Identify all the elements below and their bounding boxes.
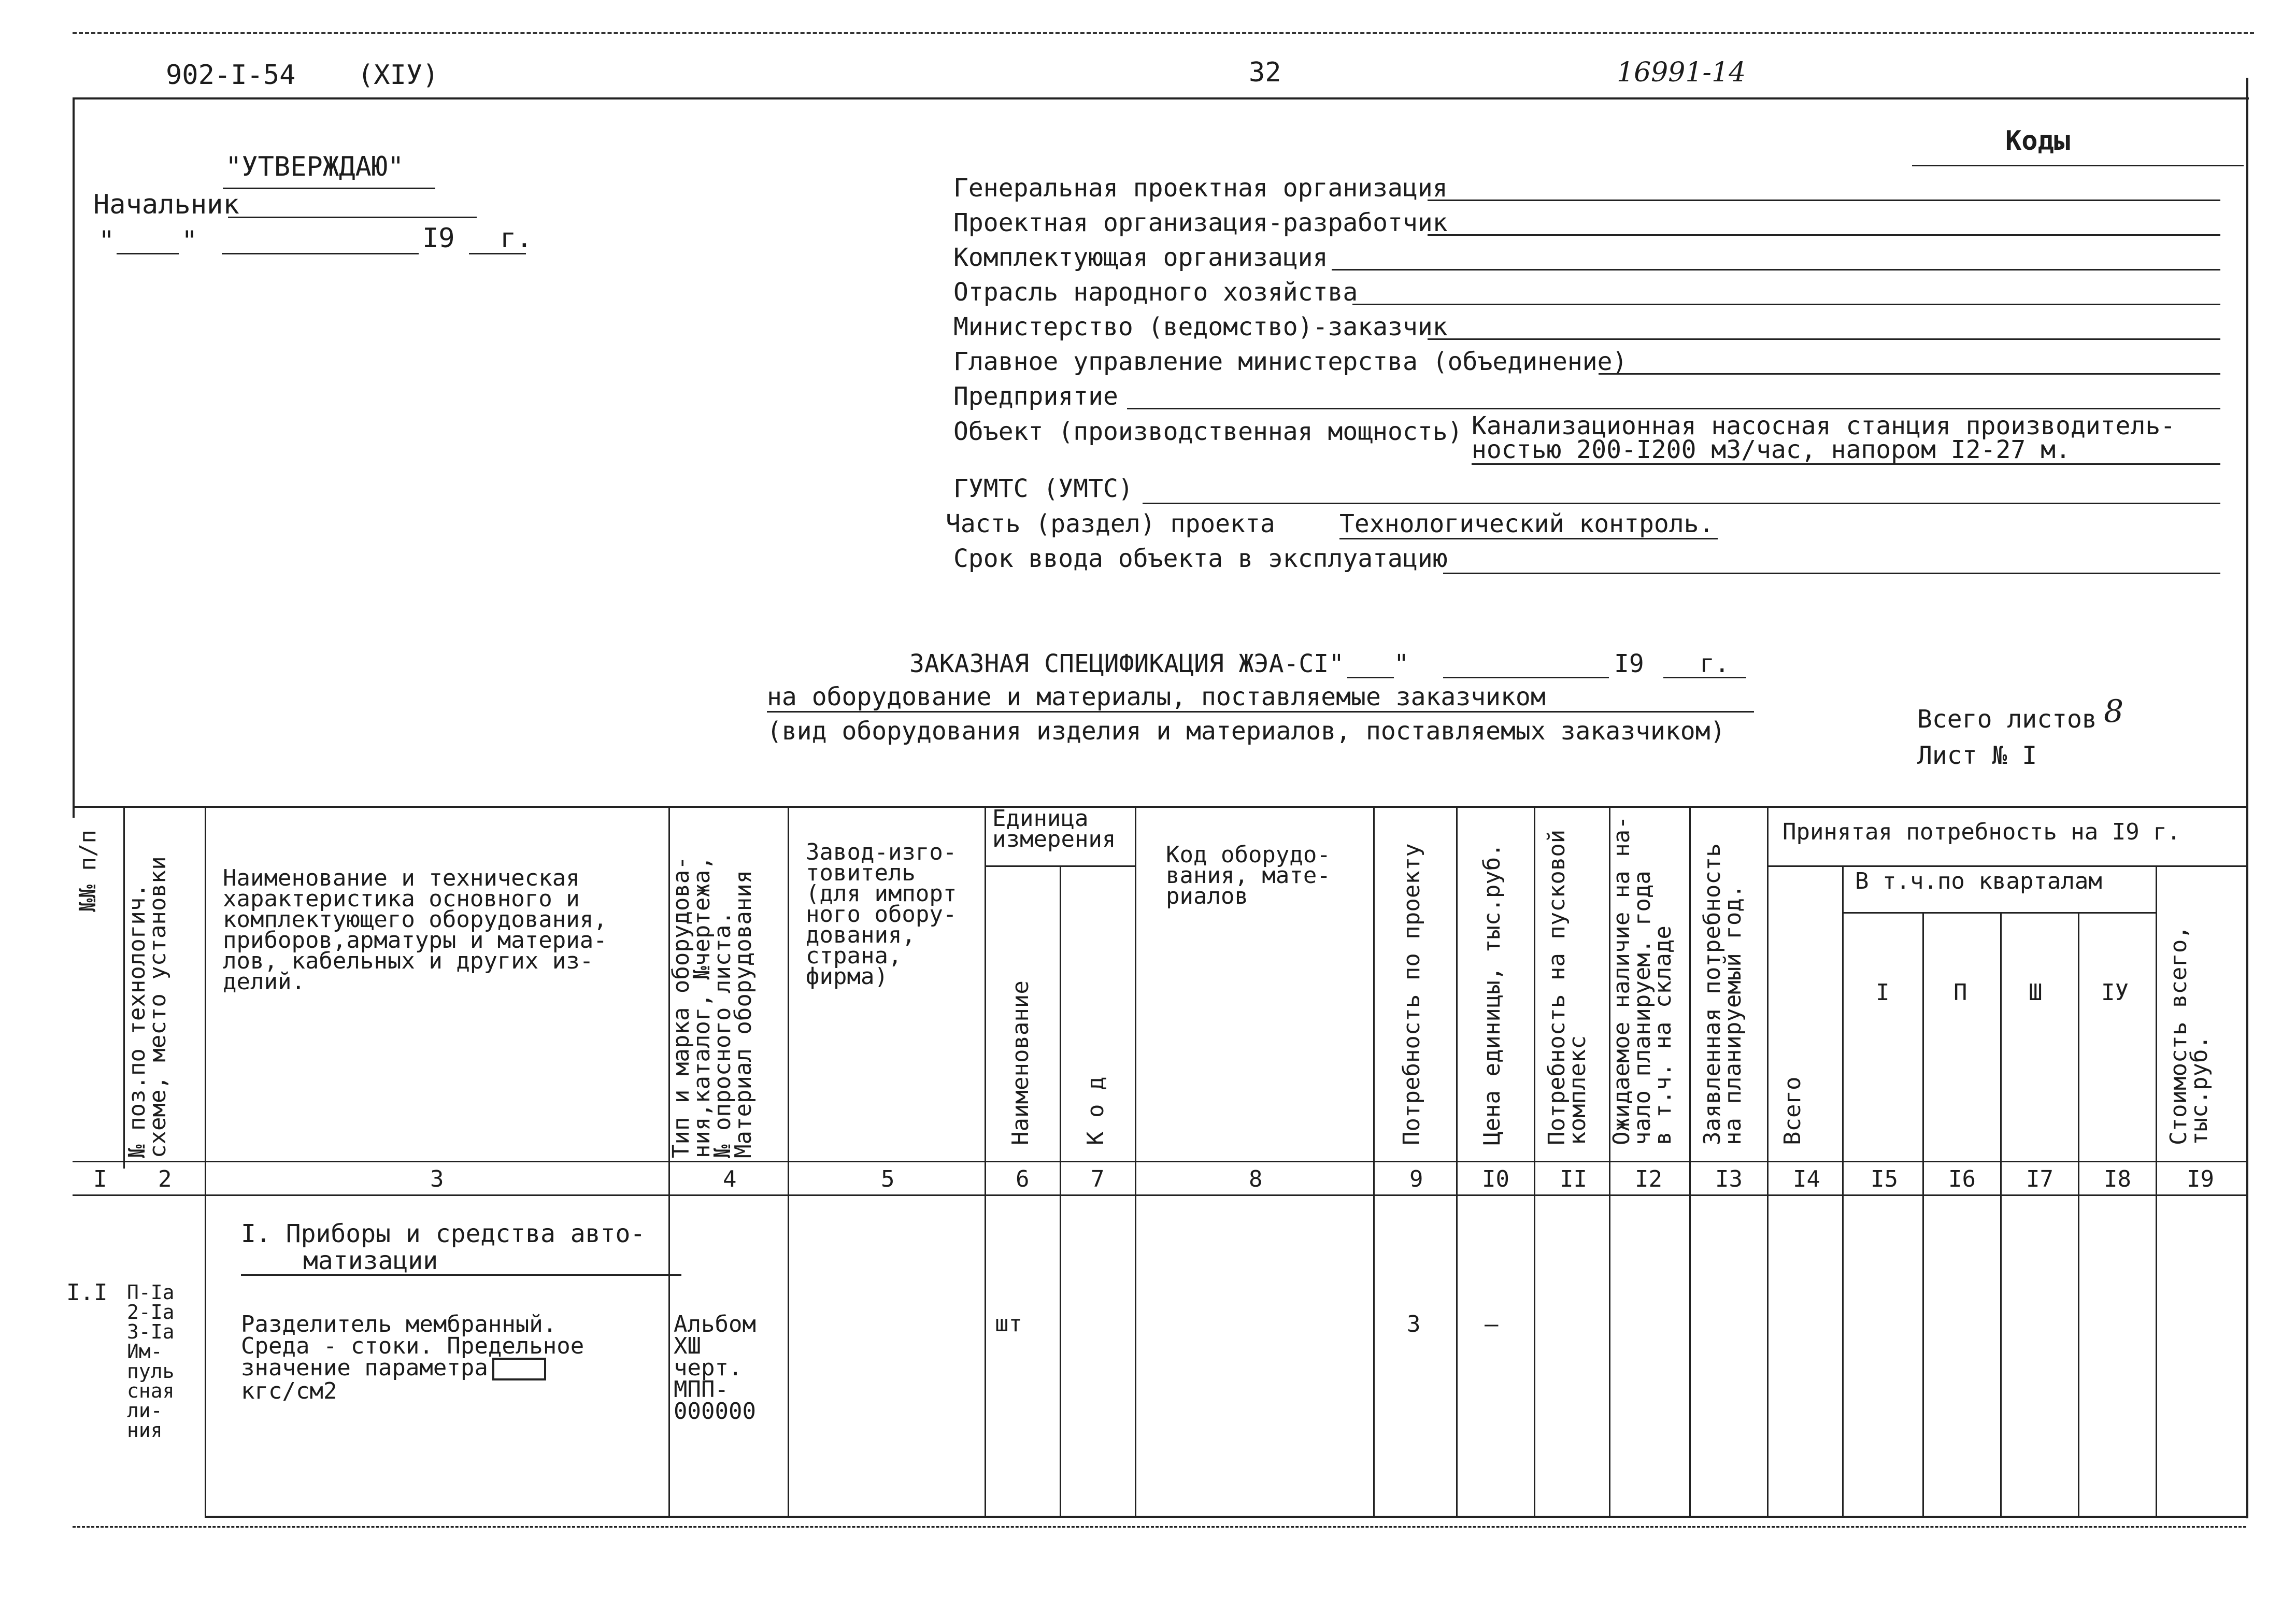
org-field-general-label: Генеральная проектная организация: [953, 174, 1448, 203]
org-field-industry: [953, 275, 1358, 309]
col-header-accepted-group: Принятая потребность на I9 г.: [1782, 819, 2181, 845]
org-field-ministry: [953, 310, 1448, 344]
row-name-line2: Среда - стоки. Предельное: [241, 1333, 584, 1359]
row-unit-price: –: [1485, 1311, 1499, 1337]
frame-top: [73, 97, 2249, 99]
col-number-8: 8: [1249, 1166, 1263, 1192]
table-col-line: [1060, 865, 1061, 1516]
spec-month-line: [1443, 677, 1609, 678]
project-part-label: Часть (раздел) проекта: [946, 509, 1275, 538]
row-name-line3-text: значение параметра: [241, 1355, 488, 1381]
row-unit-name: шт: [995, 1311, 1022, 1337]
col-number-16: I6: [1948, 1166, 1976, 1192]
table-bottom-border: [205, 1516, 2246, 1518]
col-header-q2: П: [1953, 979, 1967, 1006]
table-col-line: [2156, 865, 2157, 1516]
gumts-line: [1143, 503, 2220, 504]
accepted-group-rule: [1767, 865, 2246, 867]
col-header-unit-name: Наименование: [1007, 980, 1034, 1145]
col-header-q4: IУ: [2101, 979, 2129, 1006]
spec-subtitle: на оборудование и материалы, поставляемые заказчиком: [767, 682, 1546, 711]
col-header-cost-total: Стоимость всего, тыс.руб.: [2165, 926, 2213, 1145]
spec-note: (вид оборудования изделия и материалов, поставляемых заказчиком): [767, 717, 1725, 746]
col-number-18: I8: [2104, 1166, 2131, 1192]
row-name-line1: Разделитель мембранный.: [241, 1311, 557, 1337]
row-position: П-Iа 2-Iа 3-Iа Им- пуль сная ли- ния: [127, 1281, 175, 1442]
object-value-line2: ностью 200-I200 м3/час, напором I2-27 м.: [1472, 435, 2071, 464]
col-header-q3: Ш: [2029, 979, 2043, 1006]
col-number-10: I0: [1482, 1166, 1509, 1192]
volume-number: (XIУ): [358, 60, 439, 91]
org-field-industry-line: [1352, 304, 2220, 305]
table-col-line: [2078, 912, 2079, 1516]
approval-quote-open: ": [98, 225, 115, 257]
table-col-line: [1922, 912, 1924, 1516]
sheets-total-label: Всего листов: [1917, 705, 2097, 734]
row-number: I.I: [66, 1279, 108, 1306]
org-field-completing-label: Комплектующая организация: [953, 243, 1328, 272]
org-field-main-dept-label: Главное управление министерства (объединение): [953, 347, 1628, 376]
col-header-unit-code: К о д: [1082, 1076, 1109, 1145]
col-header-position: № поз.по технологич. схеме, место установки: [124, 856, 171, 1158]
column-number-rule: [73, 1194, 2246, 1196]
col-header-need-project: Потребность по проекту: [1399, 843, 1425, 1145]
org-field-main-dept-line: [1599, 373, 2220, 375]
table-col-line: [1842, 865, 1844, 1516]
approval-title: "УТВЕРЖДАЮ": [225, 151, 404, 182]
spec-quote-close: ": [1394, 649, 1409, 678]
col-header-q1: I: [1876, 979, 1890, 1006]
col-number-17: I7: [2026, 1166, 2053, 1192]
col-header-accepted-total: Всего: [1779, 1076, 1806, 1145]
frame-right: [2246, 78, 2248, 1518]
top-dashed-border: [73, 32, 2254, 34]
col-header-name: Наименование и техническая характеристика основного и комплектующего оборудования, приборов,арматуры и материа- лов, кабельных и других из- делий.: [223, 865, 607, 995]
org-field-developer-label: Проектная организация-разработчик: [953, 208, 1448, 237]
col-number-7: 7: [1091, 1166, 1105, 1192]
deadline-line: [1443, 573, 2220, 574]
sheet-bottom-dashed: [73, 1526, 2246, 1528]
gumts-label: ГУМТС (УМТС): [953, 474, 1133, 503]
col-number-2: 2: [158, 1166, 172, 1192]
sheet-number: Лист № I: [1917, 741, 2037, 770]
col-header-num: №№ п/п: [75, 830, 101, 912]
col-header-need-startup: Потребность на пусковой комплекс: [1544, 829, 1591, 1145]
approval-rule: [223, 188, 435, 189]
row-name-line4: кгс/см2: [241, 1378, 337, 1404]
col-header-manufacturer: Завод-изго- товитель (для импорт ного обору- дования, страна, фирма): [806, 839, 957, 990]
col-header-unit-price: Цена единицы, тыс.руб.: [1479, 843, 1505, 1145]
object-value-line: [1472, 463, 2220, 465]
col-number-9: 9: [1409, 1166, 1423, 1192]
row-name: [241, 1311, 584, 1404]
spec-year-prefix: I9: [1614, 649, 1644, 678]
row-type: Альбом XШ черт. МПП- 000000: [674, 1311, 756, 1425]
table-col-line: [2000, 912, 2002, 1516]
col-number-14: I4: [1793, 1166, 1820, 1192]
frame-left: [73, 97, 75, 818]
page-number: 32: [1249, 57, 1281, 88]
org-field-main-dept: [953, 345, 1627, 379]
approval-year-prefix: I9: [422, 223, 455, 254]
org-field-completing-line: [1332, 269, 2220, 270]
org-field-enterprise-line: [1127, 408, 2220, 409]
section-title-line1: I. Приборы и средства авто-: [241, 1219, 646, 1248]
section-title-line2: матизации: [241, 1247, 681, 1276]
col-number-13: I3: [1715, 1166, 1743, 1192]
col-header-type: Тип и марка оборудова- ния,каталог, №чертежа, № опросного листа. Материал оборудования: [668, 856, 757, 1158]
project-code: 902-I-54: [166, 60, 296, 91]
col-header-declared-need: Заявленная потребность на планируемый год.: [1699, 843, 1746, 1145]
object-value-line1: Канализационная насосная станция производитель-: [1472, 411, 2176, 440]
row-name-line3: [241, 1357, 584, 1380]
quarters-group-rule: [1842, 912, 2156, 914]
col-number-5: 5: [881, 1166, 895, 1192]
org-field-developer-line: [1428, 234, 2220, 236]
col-number-6: 6: [1016, 1166, 1030, 1192]
col-number-1: I: [93, 1166, 107, 1192]
col-header-quarters-group: В т.ч.по кварталам: [1855, 868, 2102, 894]
unit-group-rule: [985, 865, 1135, 867]
project-part-line: [1339, 538, 1718, 539]
org-field-general: [953, 171, 1448, 205]
project-part-value: Технологический контроль.: [1339, 509, 1714, 538]
spec-title: ЗАКАЗНАЯ СПЕЦИФИКАЦИЯ ЖЭА-СI: [909, 649, 1329, 678]
col-number-15: I5: [1871, 1166, 1898, 1192]
chief-label: Начальник: [93, 189, 239, 220]
org-field-general-line: [1428, 200, 2220, 201]
approval-year-suffix: г.: [500, 223, 533, 254]
org-field-ministry-label: Министерство (ведомство)-заказчик: [953, 312, 1448, 341]
col-number-19: I9: [2187, 1166, 2214, 1192]
col-header-equipment-code: Код оборудо- вания, мате- риалов: [1166, 842, 1331, 909]
parameter-value-box: [492, 1358, 546, 1380]
col-number-11: II: [1560, 1166, 1587, 1192]
archive-number: 16991-14: [1617, 57, 1746, 88]
row-need-project: 3: [1407, 1311, 1421, 1337]
approval-quote-close: ": [181, 225, 198, 257]
approval-day-line: [117, 253, 179, 254]
spec-year-suffix: г.: [1700, 649, 1730, 678]
deadline-label: Срок ввода объекта в эксплуатацию: [953, 544, 1448, 573]
org-field-enterprise-label: Предприятие: [953, 382, 1118, 411]
org-field-ministry-line: [1428, 338, 2220, 340]
object-label: Объект (производственная мощность): [953, 417, 1463, 446]
approval-month-line: [222, 253, 419, 254]
col-number-4: 4: [723, 1166, 737, 1192]
col-number-3: 3: [430, 1166, 444, 1192]
spec-day-line: [1347, 677, 1394, 678]
col-header-unit-group: Единица измерения: [992, 805, 1116, 852]
codes-rule: [1912, 165, 2244, 166]
org-field-developer: [953, 206, 1448, 240]
codes-label: Коды: [2005, 125, 2071, 156]
col-number-12: I2: [1635, 1166, 1662, 1192]
header-bottom-rule: [73, 1161, 2246, 1162]
org-field-enterprise: [953, 379, 1118, 414]
section-title: [241, 1220, 681, 1276]
table-top-border: [73, 806, 2246, 808]
chief-signature-line: [228, 217, 477, 218]
sheets-total-value: 8: [2104, 693, 2124, 730]
spec-subtitle-line: [767, 711, 1754, 713]
org-field-completing: [953, 240, 1328, 275]
spec-quote-open: ": [1329, 649, 1344, 678]
col-header-expected-stock: Ожидаемое наличие на на- чало планируем. года в т.ч. на складе: [1608, 816, 1676, 1145]
org-field-industry-label: Отрасль народного хозяйства: [953, 278, 1358, 307]
